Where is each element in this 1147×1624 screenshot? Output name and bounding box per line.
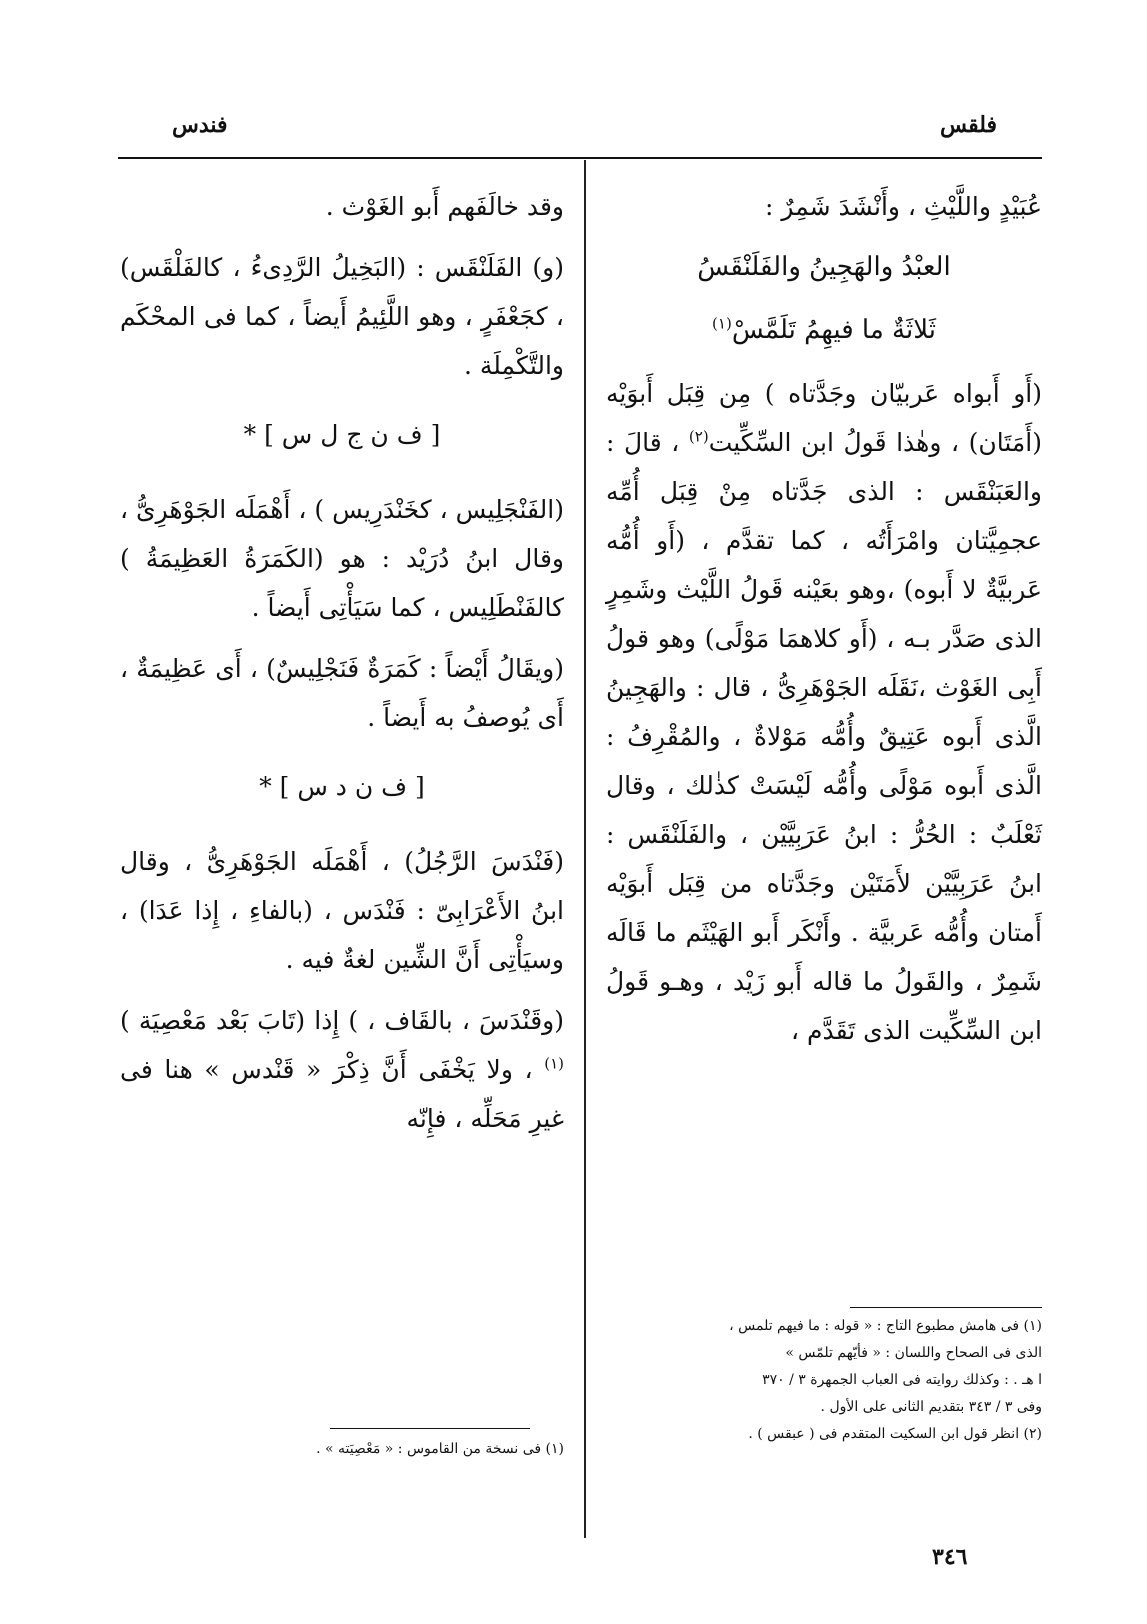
footnote-line: (١) فى نسخة من القاموس : « مَعْصِيَته » .	[316, 1441, 564, 1457]
paragraph-text: ، ولا يَخْفَى أَنَّ ذِكْرَ « قَنْدس » هنا فى غيرِ مَحَلِّه ، فإِنّه	[120, 1055, 564, 1133]
page-number: ٣٤٦	[932, 1544, 968, 1570]
paragraph: (الفَنْجَلِيس ، كخَنْدَرِيس ) ، أَهْمَلَه الجَوْهَرِىُّ ، وقال ابنُ دُرَيْد : هو (الكَمَرَةُ العَظِيمَةُ ) كالفَنْطَلِيس ، كما سَيَأْتِى أَيضاً .	[120, 495, 564, 622]
verse-text: ثَلاثَةٌ ما فيهِمُ تَلَمَّسْ	[731, 315, 936, 345]
paragraph-text: (وقَنْدَسَ ، بالقَاف ، ) إِذا (تَابَ بَعْد مَعْصِيَة )	[120, 1006, 564, 1035]
footnote-line: الذى فى الصحاح واللسان : « فأيّهم تلمّس »	[785, 1345, 1042, 1361]
paragraph: (فَنْدَسَ الرَّجُلُ) ، أَهْمَلَه الجَوْهَرِىُّ ، وقال ابنُ الأَعْرَابِىّ : فَنْدَس ، (بالفاءِ ، إِذا عَدَا) ، وسيَأْتِى أَنَّ الشِّين لغةٌ فيه .	[120, 847, 564, 974]
footnote-ref: (٢)	[688, 427, 709, 446]
right-column	[606, 182, 1042, 1067]
footnote-line: (١) فى هامش مطبوع التاج : « قوله : ما فيهم تلمس ،	[729, 1318, 1042, 1334]
footnote-rule-left	[330, 1428, 530, 1429]
footnote-ref: (١)	[544, 1054, 564, 1073]
paragraph-text: (أَو أَبواه عَربيّان وجَدَّتاه ) مِن قِبَل أَبوَيْه (أَمَتَان) ، وهٰذا قَولُ ابن السِّكِّيت	[606, 379, 1042, 457]
paragraph: (و) الفَلَنْقَس : (البَخِيلُ الرَّدِىءُ ، كالفَلْقَس) ، كجَعْفَرٍ ، وهو اللَّئِيمُ أَيضاً ، كما فى المحْكَم والتَّكْمِلَة .	[120, 253, 564, 380]
root-heading: [ ف ن د س ] *	[259, 772, 425, 801]
footnotes-right	[606, 1313, 1042, 1448]
paragraph: وقد خالَفَهم أَبو الغَوْث .	[325, 192, 564, 221]
column-divider	[584, 160, 586, 1538]
footnotes-left	[120, 1436, 564, 1463]
footnote-ref: (١)	[712, 314, 732, 333]
header-rule	[118, 157, 1042, 159]
page-header-right-title: فلقس	[940, 112, 997, 138]
paragraph-text: ، قالَ : والعَبَنْقَس : الذى جَدَّتاه مِنْ قِبَل أُمِّه عجمِيَّتان وامْرَأَتُه ، كما تقدَّم ، (أَو أُمُّه عَربيَّةٌ لا أَبوه) ،وهو بعَيْنه قَولُ اللَّيْث وشَمِرٍ الذى صَدَّر بـه ، (أَو كلاهمَا مَوْلًى) وهو قولُ أَبِى الغَوْث ،نَقَلَه الجَوْهَرِىُّ ، قال : والهَجِينُ الَّذى أَبوه عَتِيقٌ وأُمُّه مَوْلاةٌ ، والمُقْرِفُ : الَّذى أَبوه مَوْلًى وأُمُّه لَيْسَتْ كذٰلك ، وقال ثَعْلَبٌ : الحُرُّ : ابنُ عَرَبِيَّيْن ، والفَلَنْقَس : ابنُ عَرَبِيَّيْن لأَمَتَيْن وجَدَّتاه من قِبَل أَبوَيْه أَمتان وأُمُّه عَربيَّة . وأَنْكَر أَبو الهَيْثَم ما قَالَه شَمِرٌ ، والقَولُ ما قاله أَبو زَيْد ، وهـو قَولُ ابن السِّكِّيت الذى تَقَدَّم ،	[606, 428, 1042, 1045]
footnote-line: (٢) انظر قول ابن السكيت المتقدم فى ( عبقس ) .	[748, 1426, 1042, 1442]
footnote-line: وفى ٣ / ٣٤٣ بتقديم الثانى على الأول .	[820, 1399, 1042, 1415]
root-heading: [ ف ن ج ل س ] *	[243, 420, 441, 449]
left-column	[120, 182, 564, 1155]
paragraph: (ويقَالُ أَيْضاً : كَمَرَةٌ فَنَجْلِيسٌ) ، أَى عَظِيمَةٌ ، أَى يُوصفُ به أَيضاً .	[120, 654, 564, 732]
paragraph: عُبَيْدٍ واللَّيْثِ ، وأَنْشَدَ شَمِرٌ :	[765, 192, 1042, 221]
footnote-rule-right	[850, 1307, 1042, 1308]
footnote-line: ا هـ . : وكذلك روايته فى العباب الجمهرة ٣ / ٣٧٠	[762, 1372, 1042, 1388]
verse-line: العبْدُ والهَجِينُ والفَلَنْقَسُ	[697, 252, 951, 282]
page-header-left-title: فندس	[172, 112, 228, 138]
paragraph	[120, 996, 564, 1143]
paragraph	[606, 369, 1042, 1055]
verse-line	[606, 306, 1042, 355]
